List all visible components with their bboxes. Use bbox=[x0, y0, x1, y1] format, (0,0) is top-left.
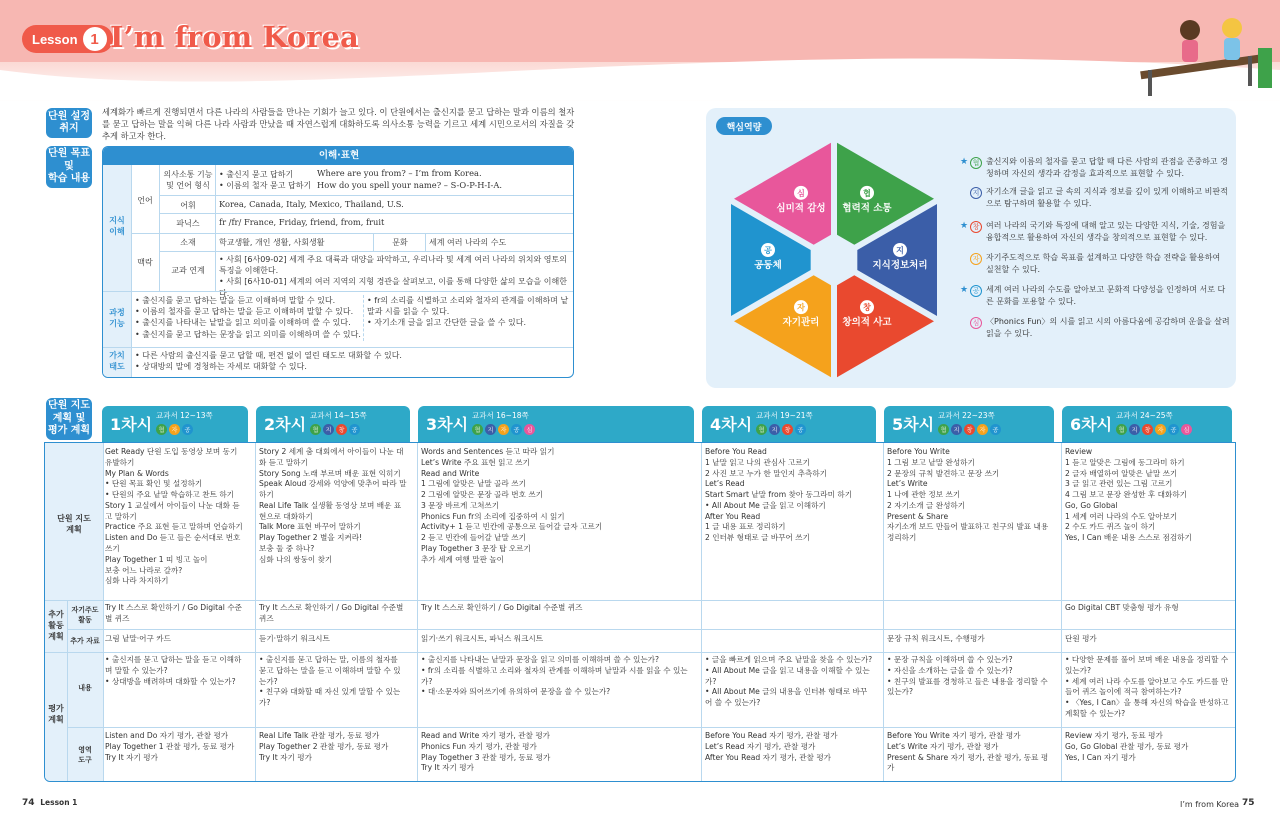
session-number: 6차시 bbox=[1070, 415, 1113, 434]
lesson-number: 1 bbox=[83, 27, 107, 51]
plan-content-line: Play Together 2 별을 지켜라! bbox=[259, 533, 363, 543]
plan-content-line: 2 사진 보고 누가 한 말인지 추측하기 bbox=[705, 468, 828, 478]
lesson-badge bbox=[22, 25, 113, 53]
competency-dot: 공 bbox=[349, 424, 360, 435]
eval-content-line: • 자신을 소개하는 글을 쓸 수 있는가? bbox=[887, 665, 1013, 675]
plan-content-line: Story 1 교실에서 아이들이 나눈 대화 듣고 말하기 bbox=[105, 500, 240, 521]
competency-mark: 협 bbox=[863, 188, 871, 198]
plan-content-line: Play Together 3 문장 탑 오르기 bbox=[421, 544, 531, 554]
plan-content-line: Get Ready 단원 도입 동영상 보며 동기 유발하기 bbox=[105, 447, 238, 467]
label-extra-row: 추가 활동 계획 bbox=[48, 610, 64, 641]
competency-item-text: 자기주도적으로 학습 목표를 설계하고 다양한 학습 전략을 활용하여 실천할 수 있다. bbox=[986, 253, 1221, 274]
extra-material bbox=[1065, 634, 1229, 645]
plan-content-line: Phonics Fun fr의 소리에 집중하여 시 읽기 bbox=[421, 511, 565, 521]
competency-mark: 심 bbox=[797, 188, 805, 198]
label-language: 언어 bbox=[137, 196, 153, 205]
plan-content bbox=[1065, 447, 1229, 544]
session-number: 1차시 bbox=[110, 415, 153, 434]
eval-tools-line: Let’s Read 자기 평가, 관찰 평가 bbox=[705, 741, 816, 751]
eval-content-line: • 문장 규칙을 이해하며 쓸 수 있는가? bbox=[887, 655, 1013, 664]
plan-content-line: • 단원 목표 확인 및 설정하기 bbox=[105, 479, 203, 489]
session-header bbox=[256, 406, 410, 442]
eval-content-line: • 세계 여러 나라 수도를 알아보고 수도 카드를 만들어 퀴즈 놀이에 적극 참여하는가? bbox=[1065, 676, 1229, 697]
comm-function-item: • 출신지 묻고 답하기 bbox=[219, 170, 294, 179]
plan-content-line: 1 그림에 알맞은 낱말 골라 쓰기 bbox=[421, 479, 526, 489]
plan-content bbox=[887, 447, 1051, 544]
eval-content-line: • 출신지를 나타내는 낱말과 문장을 읽고 의미를 이해하며 쓸 수 있는가? bbox=[421, 655, 660, 664]
plan-content-line: 3 문장 바르게 고쳐쓰기 bbox=[421, 500, 500, 510]
competency-item bbox=[970, 252, 1230, 275]
competency-dot: 창 bbox=[782, 424, 793, 435]
page-number-left: 74 bbox=[22, 798, 35, 808]
objectives-table-header: 이해·표현 bbox=[103, 147, 574, 165]
plan-content-line: 보충 둘 중 하나? bbox=[259, 544, 315, 554]
plan-content-line: 추가 세계 여행 말판 놀이 bbox=[421, 554, 505, 564]
plan-content-line: 2 그림에 알맞은 문장 골라 번호 쓰기 bbox=[421, 490, 544, 500]
label-subject-link: 교과 연계 bbox=[171, 266, 205, 275]
eval-tools-line: Try It 자기 평가 bbox=[105, 752, 158, 762]
process-item: • 이름의 철자를 묻고 답하는 말을 듣고 이해하며 말할 수 있다. bbox=[135, 307, 354, 317]
eval-content bbox=[421, 655, 691, 698]
lesson-label: Lesson bbox=[32, 31, 78, 47]
plan-content bbox=[705, 447, 873, 544]
lesson-title: I’m from Korea bbox=[110, 20, 359, 54]
plan-content-line: 1 글 내용 표로 정리하기 bbox=[705, 522, 786, 532]
competency-mark: 공 bbox=[764, 246, 772, 255]
competency-item-text: 출신지와 이름의 철자를 묻고 답할 때 다른 사람의 관점을 존중하고 경청하며 자신의 생각과 감정을 효과적으로 표현할 수 있다. bbox=[986, 157, 1228, 178]
plan-content-line: Real Life Talk 실생활 동영상 보며 배운 표현으로 대화하기 bbox=[259, 500, 402, 521]
eval-content bbox=[705, 655, 873, 709]
eval-content-line: • 상대방을 배려하며 대화할 수 있는가? bbox=[105, 676, 236, 686]
plan-content-line: 1 낱말 읽고 나의 관심사 고르기 bbox=[705, 457, 810, 467]
competency-dot: 협 bbox=[938, 424, 949, 435]
plan-content-line: 2 글자 배열하여 알맞은 낱말 쓰기 bbox=[1065, 468, 1178, 478]
competency-label: 창의적 사고 bbox=[842, 317, 892, 329]
label-unit-plan: 단원 지도 계획 및 평가 계획 bbox=[46, 398, 92, 440]
eval-tools-line: Real Life Talk 관찰 평가, 동료 평가 bbox=[259, 731, 380, 740]
session-competency-marks bbox=[1116, 424, 1192, 435]
label-extra-materials: 추가 자료 bbox=[70, 637, 100, 645]
session-competency-marks bbox=[756, 424, 806, 435]
process-list-right bbox=[367, 295, 571, 329]
label-eval-tools: 영역 도구 bbox=[78, 746, 92, 764]
eval-content bbox=[887, 655, 1051, 698]
material-text: 학교생활, 개인 생활, 사회생활 bbox=[219, 238, 325, 247]
footer-left bbox=[22, 798, 77, 808]
objectives-table bbox=[102, 146, 574, 378]
competency-dot: 공 bbox=[795, 424, 806, 435]
subject-link-item: • 사회 [6사09-02] 세계 주요 대륙과 대양을 파악하고, 우리나라 및 세계 여러 나라의 위치와 영토의 특징을 이해한다. bbox=[219, 255, 567, 276]
competency-dot: 심 bbox=[1181, 424, 1192, 435]
competency-item-text: 〈Phonics Fun〉의 시를 읽고 시의 아름다움에 공감하며 운율을 살려 읽을 수 있다. bbox=[986, 317, 1230, 338]
session-pages: 교과서 14~15쪽 bbox=[310, 411, 367, 420]
self-activity bbox=[1065, 603, 1229, 614]
eval-tools bbox=[1065, 731, 1229, 763]
plan-content-line: 4 그림 보고 문장 완성한 후 대화하기 bbox=[1065, 490, 1188, 500]
plan-content-line: 1 세계 여러 나라의 수도 알아보기 bbox=[1065, 511, 1178, 521]
plan-content-line: 2 수도 카드 퀴즈 놀이 하기 bbox=[1065, 522, 1156, 532]
competency-dot: 자 bbox=[977, 424, 988, 435]
eval-tools-line: Read and Write 자기 평가, 관찰 평가 bbox=[421, 731, 550, 740]
extra-material bbox=[259, 634, 407, 645]
plan-content-line: Start Smart 낱말 from 찾아 동그라미 하기 bbox=[705, 490, 853, 500]
plan-content-line: Before You Read bbox=[705, 447, 767, 456]
extra-material-line: 단원 평가 bbox=[1065, 634, 1097, 643]
subject-link-list bbox=[219, 254, 571, 299]
label-unit-objectives: 단원 목표 및 학습 내용 bbox=[46, 146, 92, 188]
session-competency-marks bbox=[310, 424, 360, 435]
session-number: 3차시 bbox=[426, 415, 469, 434]
label-unit-goal: 단원 설정 취지 bbox=[46, 108, 92, 138]
eval-tools-line: Try It 자기 평가 bbox=[421, 763, 474, 773]
competency-mark: 지 bbox=[896, 246, 904, 255]
self-activity-line: Try It 스스로 확인하기 / Go Digital 수준별 퀴즈 bbox=[259, 603, 404, 623]
plan-content-line: • All About Me 글을 읽고 이해하기 bbox=[705, 500, 826, 510]
session-header bbox=[1062, 406, 1232, 442]
eval-tools-line: Play Together 1 관찰 평가, 동료 평가 bbox=[105, 741, 235, 751]
culture-text: 세계 여러 나라의 수도 bbox=[429, 238, 507, 247]
comm-function-list bbox=[219, 169, 319, 191]
plan-content-line: Speak Aloud 강세와 억양에 맞추어 따라 말하기 bbox=[259, 479, 407, 500]
footer-right-label: I’m from Korea bbox=[1180, 800, 1240, 809]
session-competency-marks bbox=[156, 424, 193, 435]
label-phonics: 파닉스 bbox=[176, 219, 200, 228]
eval-tools-line: Before You Write 자기 평가, 관찰 평가 bbox=[887, 731, 1021, 740]
eval-tools bbox=[259, 731, 407, 763]
plan-content-line: After You Read bbox=[705, 511, 761, 521]
plan-content-line: Review bbox=[1065, 447, 1093, 456]
plan-content bbox=[259, 447, 407, 566]
plan-content-line: Before You Write bbox=[887, 447, 950, 456]
star-icon: ★ bbox=[960, 157, 969, 167]
competency-item-mark: 심 bbox=[970, 317, 982, 329]
vocab-text: Korea, Canada, Italy, Mexico, Thailand, U.S. bbox=[219, 199, 404, 209]
label-process: 과정 기능 bbox=[109, 308, 125, 328]
plan-content-line: 심화 나라 차지하기 bbox=[105, 576, 169, 586]
star-icon: ★ bbox=[960, 221, 969, 231]
phonics-text: fr /fr/ France, Friday, friend, from, fruit bbox=[219, 217, 385, 227]
unit-intro-text: 세계화가 빠르게 진행되면서 다른 나라의 사람들을 만나는 기회가 늘고 있다. 이 단원에서는 출신지를 묻고 답하는 말과 이름의 철자를 묻고 답하는 말을 익혀 다른 나라 사람과 만났을 때 자연스럽게 대화하도록 의사소통 능력을 기르고 세계 시민으로서의 자질을 갖추게 하고자 한다. bbox=[102, 107, 575, 142]
session-number: 2차시 bbox=[264, 415, 307, 434]
eval-tools bbox=[887, 731, 1051, 774]
star-icon: ★ bbox=[960, 285, 969, 295]
plan-content-line: Listen and Do 듣고 들은 순서대로 번호 쓰기 bbox=[105, 533, 241, 554]
session-pages: 교과서 24~25쪽 bbox=[1116, 411, 1173, 420]
eval-tools-line: Phonics Fun 자기 평가, 관찰 평가 bbox=[421, 741, 537, 751]
plan-content-line: Activity+ 1 듣고 빈칸에 공통으로 들어갈 글자 고르기 bbox=[421, 522, 603, 532]
eval-content bbox=[259, 655, 407, 709]
plan-content-line: Present & Share bbox=[887, 511, 949, 521]
self-activity bbox=[421, 603, 691, 614]
self-activity-line: Try It 스스로 확인하기 / Go Digital 수준별 퀴즈 bbox=[105, 603, 242, 623]
process-item: • 자기소개 글을 읽고 간단한 글을 쓸 수 있다. bbox=[367, 318, 526, 328]
footer-lesson-label: Lesson 1 bbox=[40, 798, 78, 807]
competency-item-mark: 협 bbox=[970, 157, 982, 169]
competency-item-text: 자기소개 글을 읽고 글 속의 지식과 정보를 깊이 있게 이해하고 비판적으로 탐구하며 활용할 수 있다. bbox=[986, 187, 1228, 208]
extra-material bbox=[105, 634, 245, 645]
label-value: 가치 태도 bbox=[109, 351, 125, 371]
comm-function-item: • 이름의 철자 묻고 답하기 bbox=[219, 181, 312, 191]
competency-dot: 지 bbox=[485, 424, 496, 435]
label-plan-row: 단원 지도 계획 bbox=[57, 514, 91, 534]
session-header bbox=[102, 406, 248, 442]
extra-material-line: 듣기·말하기 워크시트 bbox=[259, 634, 330, 643]
competency-dot: 협 bbox=[1116, 424, 1127, 435]
competency-tag: 핵심역량 bbox=[716, 117, 772, 135]
eval-tools-line: Play Together 2 관찰 평가, 동료 평가 bbox=[259, 741, 389, 751]
label-knowledge: 지식 이해 bbox=[109, 216, 125, 236]
plan-content-line: Yes, I Can 배운 내용 스스로 점검하기 bbox=[1065, 533, 1192, 543]
competency-label: 자기관리 bbox=[782, 317, 820, 329]
eval-tools bbox=[105, 731, 245, 763]
eval-content-line: • All About Me 글의 내용을 인터뷰 형태로 바꾸어 쓸 수 있는가? bbox=[705, 687, 868, 708]
competency-dot: 협 bbox=[756, 424, 767, 435]
eval-tools-line: Go, Go Global 관찰 평가, 동료 평가 bbox=[1065, 741, 1189, 751]
comm-example: Where are you from? – I’m from Korea. bbox=[317, 168, 482, 178]
self-activity-line: Try It 스스로 확인하기 / Go Digital 수준별 퀴즈 bbox=[421, 603, 583, 612]
extra-material-line: 읽기·쓰기 워크시트, 파닉스 워크시트 bbox=[421, 634, 544, 643]
eval-content-line: • 〈Yes, I Can〉을 통해 자신의 학습을 반성하고 계획할 수 있는가? bbox=[1065, 698, 1229, 718]
label-culture: 문화 bbox=[392, 238, 408, 247]
extra-material-line: 문장 규칙 워크시트, 수행평가 bbox=[887, 634, 985, 643]
subject-link-item: • 사회 [6사10-01] 세계의 여러 지역의 지형 경관을 살펴보고, 이를 통해 다양한 삶의 모습을 이해한다. bbox=[219, 277, 567, 298]
plan-content-line: 3 글 읽고 관련 있는 그림 고르기 bbox=[1065, 479, 1173, 489]
competency-item-text: 세계 여러 나라의 수도를 알아보고 문화적 다양성을 인정하며 서로 다른 문화를 포용할 수 있다. bbox=[986, 285, 1226, 306]
competency-item-mark: 창 bbox=[970, 221, 982, 233]
competency-dot: 지 bbox=[1129, 424, 1140, 435]
process-item: • 출신지를 묻고 답하는 말을 듣고 이해하며 말할 수 있다. bbox=[135, 296, 336, 305]
eval-content bbox=[105, 655, 245, 687]
competency-item bbox=[970, 186, 1230, 209]
competency-dot: 창 bbox=[1142, 424, 1153, 435]
eval-tools-line: Review 자기 평가, 동료 평가 bbox=[1065, 731, 1163, 740]
comm-example: How do you spell your name? – S-O-P-H-I-A. bbox=[317, 179, 502, 190]
process-item: • 출신지를 묻고 답하는 문장을 읽고 의미를 이해하며 쓸 수 있다. bbox=[135, 329, 361, 339]
process-list-left bbox=[135, 295, 361, 340]
eval-tools-line: Yes, I Can 자기 평가 bbox=[1065, 752, 1136, 762]
competency-dot: 지 bbox=[769, 424, 780, 435]
label-context: 맥락 bbox=[137, 258, 153, 267]
session-header bbox=[702, 406, 876, 442]
competency-dot: 협 bbox=[156, 424, 167, 435]
plan-content-line: 2 문장의 규칙 발견하고 문장 쓰기 bbox=[887, 468, 1000, 478]
eval-tools-line: After You Read 자기 평가, 관찰 평가 bbox=[705, 752, 831, 762]
eval-content-line: • 대·소문자와 띄어쓰기에 유의하여 문장을 쓸 수 있는가? bbox=[421, 687, 611, 697]
competency-dot: 공 bbox=[1168, 424, 1179, 435]
plan-content-line: My Plan & Words bbox=[105, 468, 169, 478]
plan-content-line: Go, Go Global bbox=[1065, 500, 1118, 510]
eval-content-line: • 출신지를 묻고 답하는 말, 이름의 철자를 묻고 답하는 말을 듣고 이해하며 말할 수 있는가? bbox=[259, 655, 401, 686]
session-pages: 교과서 22~23쪽 bbox=[938, 411, 995, 420]
eval-tools-line: Let’s Write 자기 평가, 관찰 평가 bbox=[887, 741, 999, 751]
eval-content-line: • All About Me 글을 읽고 내용을 이해할 수 있는가? bbox=[705, 665, 870, 686]
label-eval-content: 내용 bbox=[78, 684, 92, 692]
plan-content-line: Play Together 1 띠 빙고 놀이 bbox=[105, 554, 208, 564]
self-activity bbox=[259, 603, 407, 625]
plan-content-line: Let’s Write 주요 표현 읽고 쓰기 bbox=[421, 457, 530, 467]
plan-content-line: 1 그림 보고 낱말 완성하기 bbox=[887, 457, 975, 467]
plan-content-line: 보충 어느 나라로 갈까? bbox=[105, 565, 183, 575]
competency-dot: 공 bbox=[182, 424, 193, 435]
extra-material bbox=[421, 634, 691, 645]
plan-content bbox=[421, 447, 691, 566]
label-material: 소재 bbox=[180, 238, 196, 247]
plan-content-line: 1 나에 관한 정보 쓰기 bbox=[887, 490, 961, 500]
extra-material bbox=[887, 634, 1051, 645]
label-communication: 의사소통 기능 및 언어 형식 bbox=[163, 170, 213, 191]
competency-mark: 창 bbox=[863, 303, 871, 313]
plan-content-line: Words and Sentences 듣고 따라 읽기 bbox=[421, 447, 555, 456]
competency-item bbox=[970, 316, 1230, 339]
label-self-activity: 자기주도 활동 bbox=[71, 606, 99, 624]
session-number: 4차시 bbox=[710, 415, 753, 434]
competency-label: 협력적 소통 bbox=[842, 202, 892, 214]
competency-dot: 자 bbox=[498, 424, 509, 435]
competency-dot: 심 bbox=[524, 424, 535, 435]
eval-content-line: • fr의 소리를 식별하고 소리와 철자의 관계를 이해하며 낱말과 시를 읽을 수 있는가? bbox=[421, 665, 688, 686]
plan-content-line: 2 인터뷰 형태로 글 바꾸어 쓰기 bbox=[705, 533, 810, 543]
plan-content-line: Story 2 세계 춤 대회에서 아이들이 나눈 대화 듣고 말하기 bbox=[259, 447, 404, 467]
competency-dot: 지 bbox=[951, 424, 962, 435]
session-pages: 교과서 16~18쪽 bbox=[472, 411, 529, 420]
plan-content-line: Let’s Write bbox=[887, 479, 928, 489]
session-competency-marks bbox=[938, 424, 1001, 435]
competency-dot: 협 bbox=[310, 424, 321, 435]
competency-item-mark: 자 bbox=[970, 253, 982, 265]
competency-label: 심미적 감성 bbox=[776, 202, 826, 214]
extra-material-line: 그림 낱말·어구 카드 bbox=[105, 634, 171, 643]
plan-content-line: • 단원의 주요 낱말 학습하고 찬트 하기 bbox=[105, 490, 234, 500]
competency-dot: 자 bbox=[169, 424, 180, 435]
label-eval-row: 평가 계획 bbox=[48, 704, 64, 724]
competency-item bbox=[960, 220, 1230, 243]
session-header bbox=[884, 406, 1054, 442]
plan-content-line: 심화 나의 쌍둥이 찾기 bbox=[259, 554, 333, 564]
eval-content-line: • 친구와 대화할 때 자신 있게 말할 수 있는가? bbox=[259, 687, 401, 708]
competency-dot: 창 bbox=[964, 424, 975, 435]
competency-item-text: 여러 나라의 국기와 특징에 대해 알고 있는 다양한 지식, 기술, 경험을 융합적으로 활용하여 자신의 생각을 창의적으로 표현할 수 있다. bbox=[986, 221, 1226, 242]
session-pages: 교과서 19~21쪽 bbox=[756, 411, 813, 420]
competency-hexagon bbox=[714, 140, 954, 380]
competency-mark: 자 bbox=[797, 303, 805, 313]
eval-content-line: • 글을 빠르게 읽으며 주요 낱말을 찾을 수 있는가? bbox=[705, 655, 873, 664]
session-competency-marks bbox=[472, 424, 535, 435]
eval-content-line: • 다양한 문제를 풀어 보며 배운 내용을 정리할 수 있는가? bbox=[1065, 655, 1229, 675]
eval-tools bbox=[421, 731, 691, 774]
eval-tools-line: Try It 자기 평가 bbox=[259, 752, 312, 762]
competency-dot: 협 bbox=[472, 424, 483, 435]
eval-content bbox=[1065, 655, 1229, 720]
process-item: • 출신지를 나타내는 낱말을 읽고 의미를 이해하며 쓸 수 있다. bbox=[135, 318, 351, 328]
competency-item bbox=[960, 156, 1230, 179]
session-number: 5차시 bbox=[892, 415, 935, 434]
session-header bbox=[418, 406, 694, 442]
plan-content-line: Talk More 표현 바꾸어 말하기 bbox=[259, 522, 361, 532]
plan-content-line: 2 듣고 빈칸에 들어갈 낱말 쓰기 bbox=[421, 533, 526, 543]
competency-label: 공동체 bbox=[754, 260, 782, 271]
eval-tools-line: Before You Read 자기 평가, 관찰 평가 bbox=[705, 731, 838, 740]
competency-dot: 공 bbox=[990, 424, 1001, 435]
page-number-right: 75 bbox=[1242, 798, 1255, 808]
plan-content-line: 2 자기소개 글 완성하기 bbox=[887, 500, 966, 510]
competency-label: 지식정보처리 bbox=[872, 260, 928, 271]
session-pages: 교과서 12~13쪽 bbox=[156, 411, 213, 420]
value-item: • 다른 사람의 출신지를 묻고 답할 때, 편견 없이 열린 태도로 대화할 수 있다. bbox=[135, 351, 402, 360]
self-activity bbox=[105, 603, 245, 625]
competency-item-mark: 지 bbox=[970, 187, 982, 199]
competency-dot: 자 bbox=[1155, 424, 1166, 435]
eval-tools-line: Play Together 3 관찰 평가, 동료 평가 bbox=[421, 752, 551, 762]
eval-tools bbox=[705, 731, 873, 763]
plan-content-line: Let’s Read bbox=[705, 479, 745, 489]
plan-table bbox=[44, 442, 1236, 782]
eval-content-line: • 출신지를 묻고 답하는 말을 듣고 이해하며 말할 수 있는가? bbox=[105, 655, 242, 675]
plan-content-line: Practice 주요 표현 듣고 말하며 연습하기 bbox=[105, 522, 243, 532]
value-item: • 상대방의 말에 경청하는 자세로 대화할 수 있다. bbox=[135, 362, 307, 372]
plan-content-line: Read and Write bbox=[421, 468, 480, 478]
eval-tools-line: Listen and Do 자기 평가, 관찰 평가 bbox=[105, 731, 229, 740]
comm-examples bbox=[317, 168, 567, 191]
plan-content-line: 자기소개 보드 만들어 발표하고 친구의 발표 내용 정리하기 bbox=[887, 522, 1049, 543]
label-vocab: 어휘 bbox=[180, 201, 196, 210]
competency-dot: 공 bbox=[511, 424, 522, 435]
self-activity-line: Go Digital CBT 맞춤형 평가 유형 bbox=[1065, 603, 1179, 612]
students-illustration bbox=[1140, 8, 1275, 98]
competency-item-mark: 공 bbox=[970, 285, 982, 297]
plan-content-line: Story Song 노래 부르며 배운 표현 익히기 bbox=[259, 468, 401, 478]
plan-content-line: 1 듣고 알맞은 그림에 동그라미 하기 bbox=[1065, 457, 1185, 467]
competency-dot: 창 bbox=[336, 424, 347, 435]
competency-dot: 지 bbox=[323, 424, 334, 435]
process-item: • fr의 소리를 식별하고 소리와 철자의 관계를 이해하며 낱말과 시를 읽을 수 있다. bbox=[367, 296, 569, 317]
eval-content-line: • 친구의 발표를 경청하고 들은 내용을 정리할 수 있는가? bbox=[887, 676, 1048, 697]
eval-tools-line: Present & Share 자기 평가, 관찰 평가, 동료 평가 bbox=[887, 752, 1049, 773]
plan-content bbox=[105, 447, 245, 587]
competency-item bbox=[960, 284, 1230, 307]
value-list bbox=[135, 350, 565, 372]
